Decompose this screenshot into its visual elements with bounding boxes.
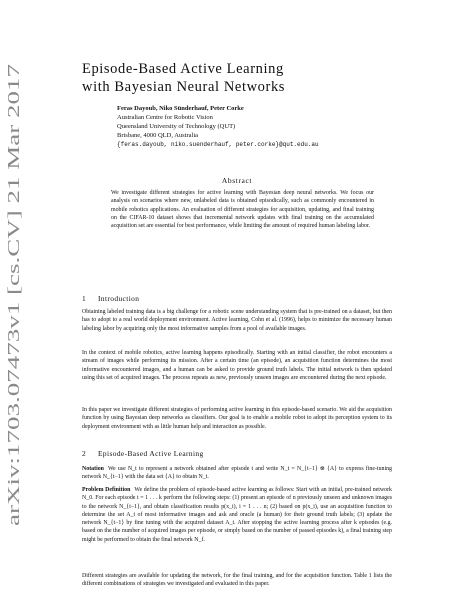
- problem-definition-text: We define the problem of episode-based active learning as follows: Start with an initial, pre-trained network N_0. For each episode t = 1 . . . k perform the following steps: (1) present an episode of n previously unseen and unknown images to the network N_{t−1}, and obtain classification results p(x_i), i = 1 . . . n; (2) based on p(x_i), use an acquisition function to determine the set A_t of most informative images and ask and oracle (a human) for their ground truth labels; (3) update the network N_{t−1} by fine tuning with the acquired dataset A_t. After stopping the active learning process after k episodes (e.g. based on the the number of acquired images per episode, or simply based on the number of passed episodes k), a final training step might be performed to obtain the final network N_f.: [82, 487, 392, 543]
- author-block: [117, 104, 319, 149]
- address-line: Brisbane, 4000 QLD, Australia: [117, 132, 199, 139]
- arxiv-watermark-svg: [3, 60, 25, 530]
- intro-paragraph-3: In this paper we investigate different strategies of performing active learning in this episode-based scenario. We aid the acquisition function by using Bayesian deep networks as classifiers. Our goal is to enable a mobile robot to adopt its perception system to its deployment environment with as little human help and interaction as possible.: [82, 407, 392, 430]
- author-emails: {feras.dayoub, niko.suenderhauf, peter.corke}@qut.edu.au: [117, 141, 319, 148]
- intro-paragraph-1: Obtaining labeled training data is a big challenge for a robotic scene understanding system that is pre-trained on a dataset, but then has to adopt to a real world deployment environment. Active learning, Cohn et al. (1996), helps to minimize the necessary human labeling labor by acquiring only the most informative samples from a pool of available images.: [82, 309, 392, 332]
- paper-title: [82, 60, 442, 96]
- abstract-heading: Abstract: [221, 176, 253, 185]
- problem-definition-heading: Problem Definition: [82, 487, 131, 493]
- author-names: Feras Dayoub, Niko Sünderhauf, Peter Corke: [117, 105, 244, 112]
- section-1-heading: [82, 294, 139, 303]
- affiliation-line-1: Australian Centre for Robotic Vision: [117, 114, 213, 121]
- section-1-number: 1: [82, 294, 87, 303]
- arxiv-id-text: arXiv:1703.07473v1 [cs.CV] 21 Mar 2017: [4, 235, 23, 526]
- notation-heading: Notation: [82, 466, 104, 472]
- section-2-title: Episode-Based Active Learning: [98, 449, 204, 458]
- notation-paragraph: [82, 465, 392, 482]
- section-2-number: 2: [82, 449, 87, 458]
- title-line-1: Episode-Based Active Learning: [82, 61, 284, 77]
- problem-definition-paragraph: [82, 486, 392, 544]
- section-1-title: Introduction: [98, 294, 140, 303]
- section-2-closing-paragraph: Different strategies are available for updating the network, for the final training, and for the acquisition function. Table 1 lists the different combinations of strategies we investigated and evaluated in this paper.: [82, 573, 392, 588]
- title-line-2: with Bayesian Neural Networks: [82, 79, 286, 95]
- affiliation-line-2: Queensland University of Technology (QUT): [117, 123, 236, 130]
- intro-paragraph-2: In the context of mobile robotics, active learning happens episodically. Starting with an initial classifier, the robot encounters a stream of images while performing its mission. After a certain time (an episode), an acquisition function determines the most informative encountered images, and a human can be asked to provide ground truth labels. The initial network is then updated using this set of acquired images. The process repeats as new, previously unseen images are encountered during the next episode.: [82, 350, 392, 381]
- section-2-heading: [82, 449, 204, 458]
- abstract-text: We investigate different strategies for active learning with Bayesian deep neural networks. We focus our analysis on scenarios where new, unlabeled data is obtained episodically, such as commonly encountered in mobile robotics applications. An evaluation of different strategies for acquisition, updating, and final training on the CIFAR-10 dataset shows that incremental network updates with final training on the accumulated acquisition set are essential for best performance, while limiting the amount of required human labeling labor.: [111, 190, 374, 230]
- notation-text: We use N_t to represent a network obtained after episode t and write N_t = N_{t−1} ⊗ {A} to express fine-tuning network N_{t−1} with the data set {A} to obtain N_t.: [82, 466, 392, 481]
- arxiv-watermark: [3, 60, 25, 530]
